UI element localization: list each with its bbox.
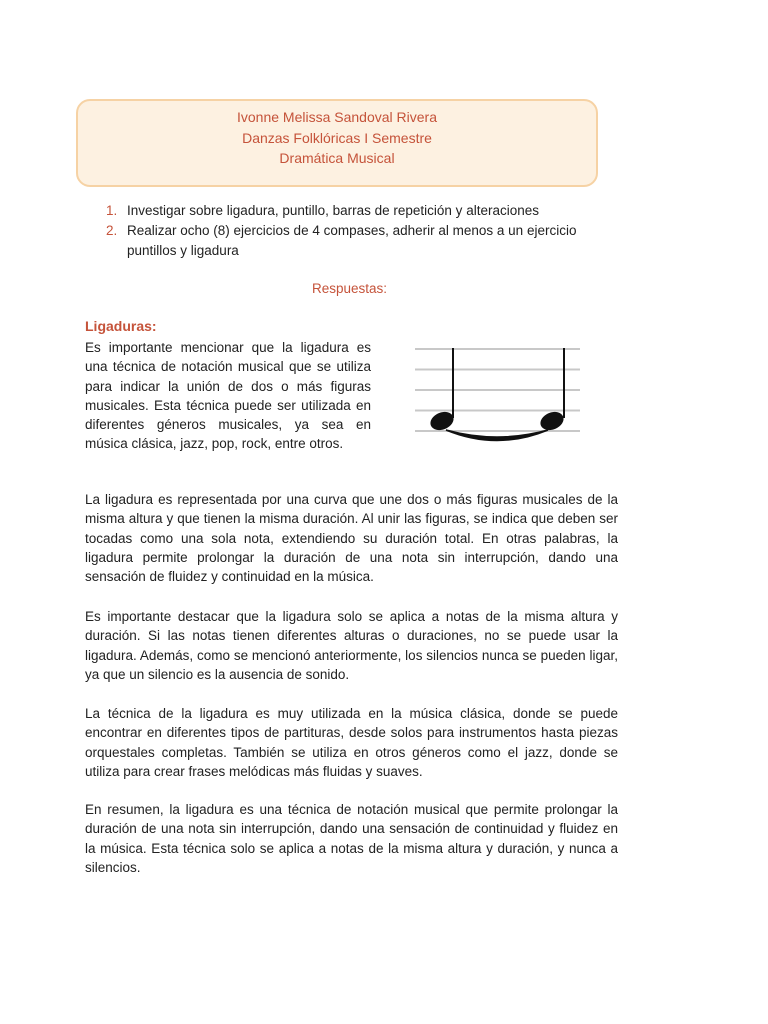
paragraph: La técnica de la ligadura es muy utilizada en la música clásica, donde se puede encontrar en diferentes tipos de partituras, desde solos para instrumentos hasta piezas orquestales completas. También se utiliza en otros géneros como el jazz, donde se utiliza para crear frases melódicas más fluidas y suaves. xyxy=(85,706,618,779)
list-item xyxy=(106,221,626,261)
list-item xyxy=(106,201,626,221)
list-number: 2. xyxy=(106,223,118,238)
paragraph: En resumen, la ligadura es una técnica de notación musical que permite prolongar la duración de una nota sin interrupción, dando una sensación de continuidad y fluidez en la música. Esta técnica solo se aplica a notas de la misma altura y duración, y nunca a silencios. xyxy=(85,802,618,875)
paragraph: La ligadura es representada por una curva que une dos o más figuras musicales de la misma altura y que tienen la misma duración. Al unir las figuras, se indica que deben ser tocadas como una sola nota, extendiendo su duración total. En otras palabras, la ligadura permite prolongar la duración de una nota sin interrupción, dando una sensación de fluidez y continuidad en la música. xyxy=(85,492,618,585)
header-box xyxy=(76,99,598,187)
list-text: Realizar ocho (8) ejercicios de 4 compases, adherir al menos a un ejercicio puntillos y ligadura xyxy=(127,223,577,258)
task-list xyxy=(106,201,626,261)
section-title: Ligaduras: xyxy=(85,318,157,334)
answers-title: Respuestas: xyxy=(312,281,388,296)
list-number: 1. xyxy=(106,203,118,218)
tied-notes-icon xyxy=(412,345,584,445)
paragraph: Es importante destacar que la ligadura solo se aplica a notas de la misma altura y duración. Si las notas tienen diferentes alturas o duraciones, no se puede usar la ligadura. Además, como se mencionó anteriormente, los silencios nunca se pueden ligar, ya que un silencio es la ausencia de sonido. xyxy=(85,609,618,682)
subject-name: Dramática Musical xyxy=(279,150,395,166)
author-name: Ivonne Melissa Sandoval Rivera xyxy=(237,109,437,125)
list-text: Investigar sobre ligadura, puntillo, barras de repetición y alteraciones xyxy=(127,203,539,218)
intro-paragraph: Es importante mencionar que la ligadura es una técnica de notación musical que se utiliza para indicar la unión de dos o más figuras musicales. Esta técnica puede ser utilizada en diferentes géneros musicales, ya sea en música clásica, jazz, pop, rock, entre otros. xyxy=(85,340,371,452)
course-name: Danzas Folklóricas I Semestre xyxy=(242,129,432,146)
